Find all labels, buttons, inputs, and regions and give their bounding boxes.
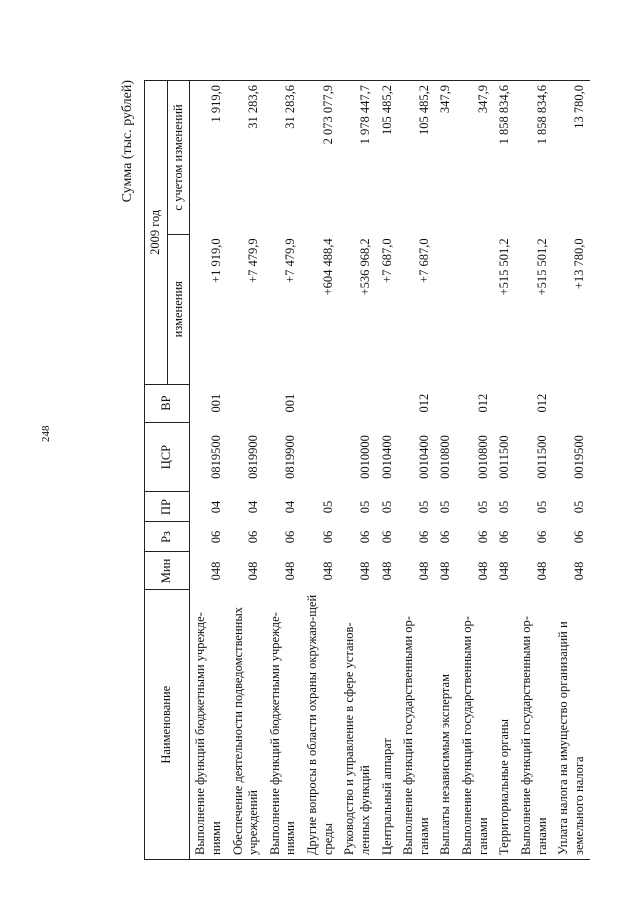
cell-min: 048 [357,561,372,581]
cell-total: 105 485,2 [398,81,435,235]
cell-pr: 05 [438,500,453,514]
cell-changes: +7 479,9 [283,238,298,283]
cell-changes: +515 501,2 [534,238,549,296]
cell-min: 048 [283,561,298,581]
table-row [302,81,339,860]
cell-name: Выполнение функций государственными ор-ганами [457,590,494,860]
header-pr: ПР [145,492,190,522]
cell-changes: +1 919,0 [208,238,223,283]
budget-table [144,80,590,860]
table-row [377,81,399,860]
cell-changes: +515 501,2 [497,238,512,296]
rotated-document [120,80,610,860]
cell-changes: +7 687,0 [416,238,431,283]
cell-name: Выполнение функций государственными ор-ганами [398,590,435,860]
cell-name: Выполнение функций бюджетными учрежде-ниями [265,590,302,860]
cell-min: 048 [246,561,261,581]
cell-changes [435,234,457,384]
table-row [516,81,553,860]
cell-csr: 0011500 [497,435,512,479]
cell-total: 31 283,6 [265,81,302,235]
cell-csr: 0010400 [379,435,394,479]
cell-rz: 06 [534,530,549,544]
cell-changes: +536 968,2 [357,238,372,296]
cell-vr [339,384,376,422]
cell-min: 048 [208,561,223,581]
cell-pr: 05 [534,500,549,514]
table-row [398,81,435,860]
cell-rz: 06 [571,530,586,544]
cell-min: 048 [379,561,394,581]
cell-total: 13 780,0 [553,81,590,235]
table-row [435,81,457,860]
cell-vr [302,384,339,422]
table-row [494,81,516,860]
cell-name: Выполнение функций государственными ор-ганами [516,590,553,860]
cell-total: 1 978 447,7 [339,81,376,235]
cell-changes: +13 780,0 [571,238,586,290]
cell-pr: 04 [246,500,261,514]
cell-csr [302,422,339,492]
cell-total: 31 283,6 [228,81,265,235]
table-row [190,81,228,860]
cell-pr: 05 [497,500,512,514]
header-changes: изменения [167,234,190,384]
cell-pr: 05 [379,500,394,514]
cell-csr: 0010800 [438,435,453,479]
cell-vr [494,384,516,422]
cell-vr: 001 [208,393,223,413]
cell-rz: 06 [497,530,512,544]
cell-total: 1 858 834,6 [494,81,516,235]
cell-csr: 0010000 [357,435,372,479]
cell-changes [457,234,494,384]
header-with-changes: с учетом изменений [167,81,190,235]
table-caption: Сумма (тыс. рублей) [120,80,135,203]
cell-vr [377,384,399,422]
cell-min: 048 [416,561,431,581]
table-row [457,81,494,860]
cell-vr [435,384,457,422]
table-body [190,81,591,860]
table-row [265,81,302,860]
cell-pr: 05 [357,500,372,514]
cell-csr: 0019500 [571,435,586,479]
cell-pr: 04 [283,500,298,514]
cell-rz: 06 [475,530,490,544]
cell-changes: +7 479,9 [246,238,261,283]
cell-name: Территориальные органы [494,590,516,860]
cell-pr: 05 [320,500,335,514]
table-row [553,81,590,860]
cell-total: 2 073 077,9 [302,81,339,235]
cell-rz: 06 [438,530,453,544]
cell-rz: 06 [283,530,298,544]
cell-name: Обеспечение деятельности подведомственных учреждений [228,590,265,860]
header-min: Мин [145,552,190,590]
table-row [339,81,376,860]
cell-vr [553,384,590,422]
cell-rz: 06 [416,530,431,544]
cell-total: 1 858 834,6 [516,81,553,235]
cell-name: Центральный аппарат [377,590,399,860]
cell-total: 105 485,2 [377,81,399,235]
cell-total: 1 919,0 [190,81,228,235]
cell-rz: 06 [320,530,335,544]
cell-min: 048 [475,561,490,581]
cell-csr: 0819900 [246,435,261,479]
header-name: Наименование [145,590,190,860]
header-rz: Рз [145,522,190,552]
cell-min: 048 [320,561,335,581]
cell-vr: 012 [475,393,490,413]
cell-vr: 012 [416,393,431,413]
cell-rz: 06 [246,530,261,544]
cell-rz: 06 [208,530,223,544]
cell-min: 048 [438,561,453,581]
cell-total: 347,9 [457,81,494,235]
cell-name: Выплаты независимым экспертам [435,590,457,860]
cell-csr: 0011500 [534,435,549,479]
cell-min: 048 [571,561,586,581]
cell-changes: +604 488,4 [320,238,335,296]
cell-pr: 05 [416,500,431,514]
cell-vr: 001 [283,393,298,413]
cell-vr: 012 [534,393,549,413]
cell-min: 048 [497,561,512,581]
table-row [228,81,265,860]
cell-csr: 0010400 [416,435,431,479]
cell-pr: 05 [475,500,490,514]
cell-rz: 06 [357,530,372,544]
header-csr: ЦСР [145,422,190,492]
cell-name: Уплата налога на имущество организаций и земельного налога [553,590,590,860]
cell-csr: 0819900 [283,435,298,479]
cell-name: Руководство и управление в сфере установ-ленных функций [339,590,376,860]
cell-changes: +7 687,0 [379,238,394,283]
cell-total: 347,9 [435,81,457,235]
cell-csr: 0010800 [475,435,490,479]
cell-rz: 06 [379,530,394,544]
page-number: 248 [40,425,52,442]
cell-vr [228,384,265,422]
cell-name: Выполнение функций бюджетными учрежде-ниями [190,590,228,860]
cell-pr: 04 [208,500,223,514]
cell-name: Другие вопросы в области охраны окружаю-щей среды [302,590,339,860]
cell-pr: 05 [571,500,586,514]
header-vr: ВР [145,384,190,422]
header-year: 2009 год [145,81,168,385]
cell-csr: 0819500 [208,435,223,479]
cell-min: 048 [534,561,549,581]
